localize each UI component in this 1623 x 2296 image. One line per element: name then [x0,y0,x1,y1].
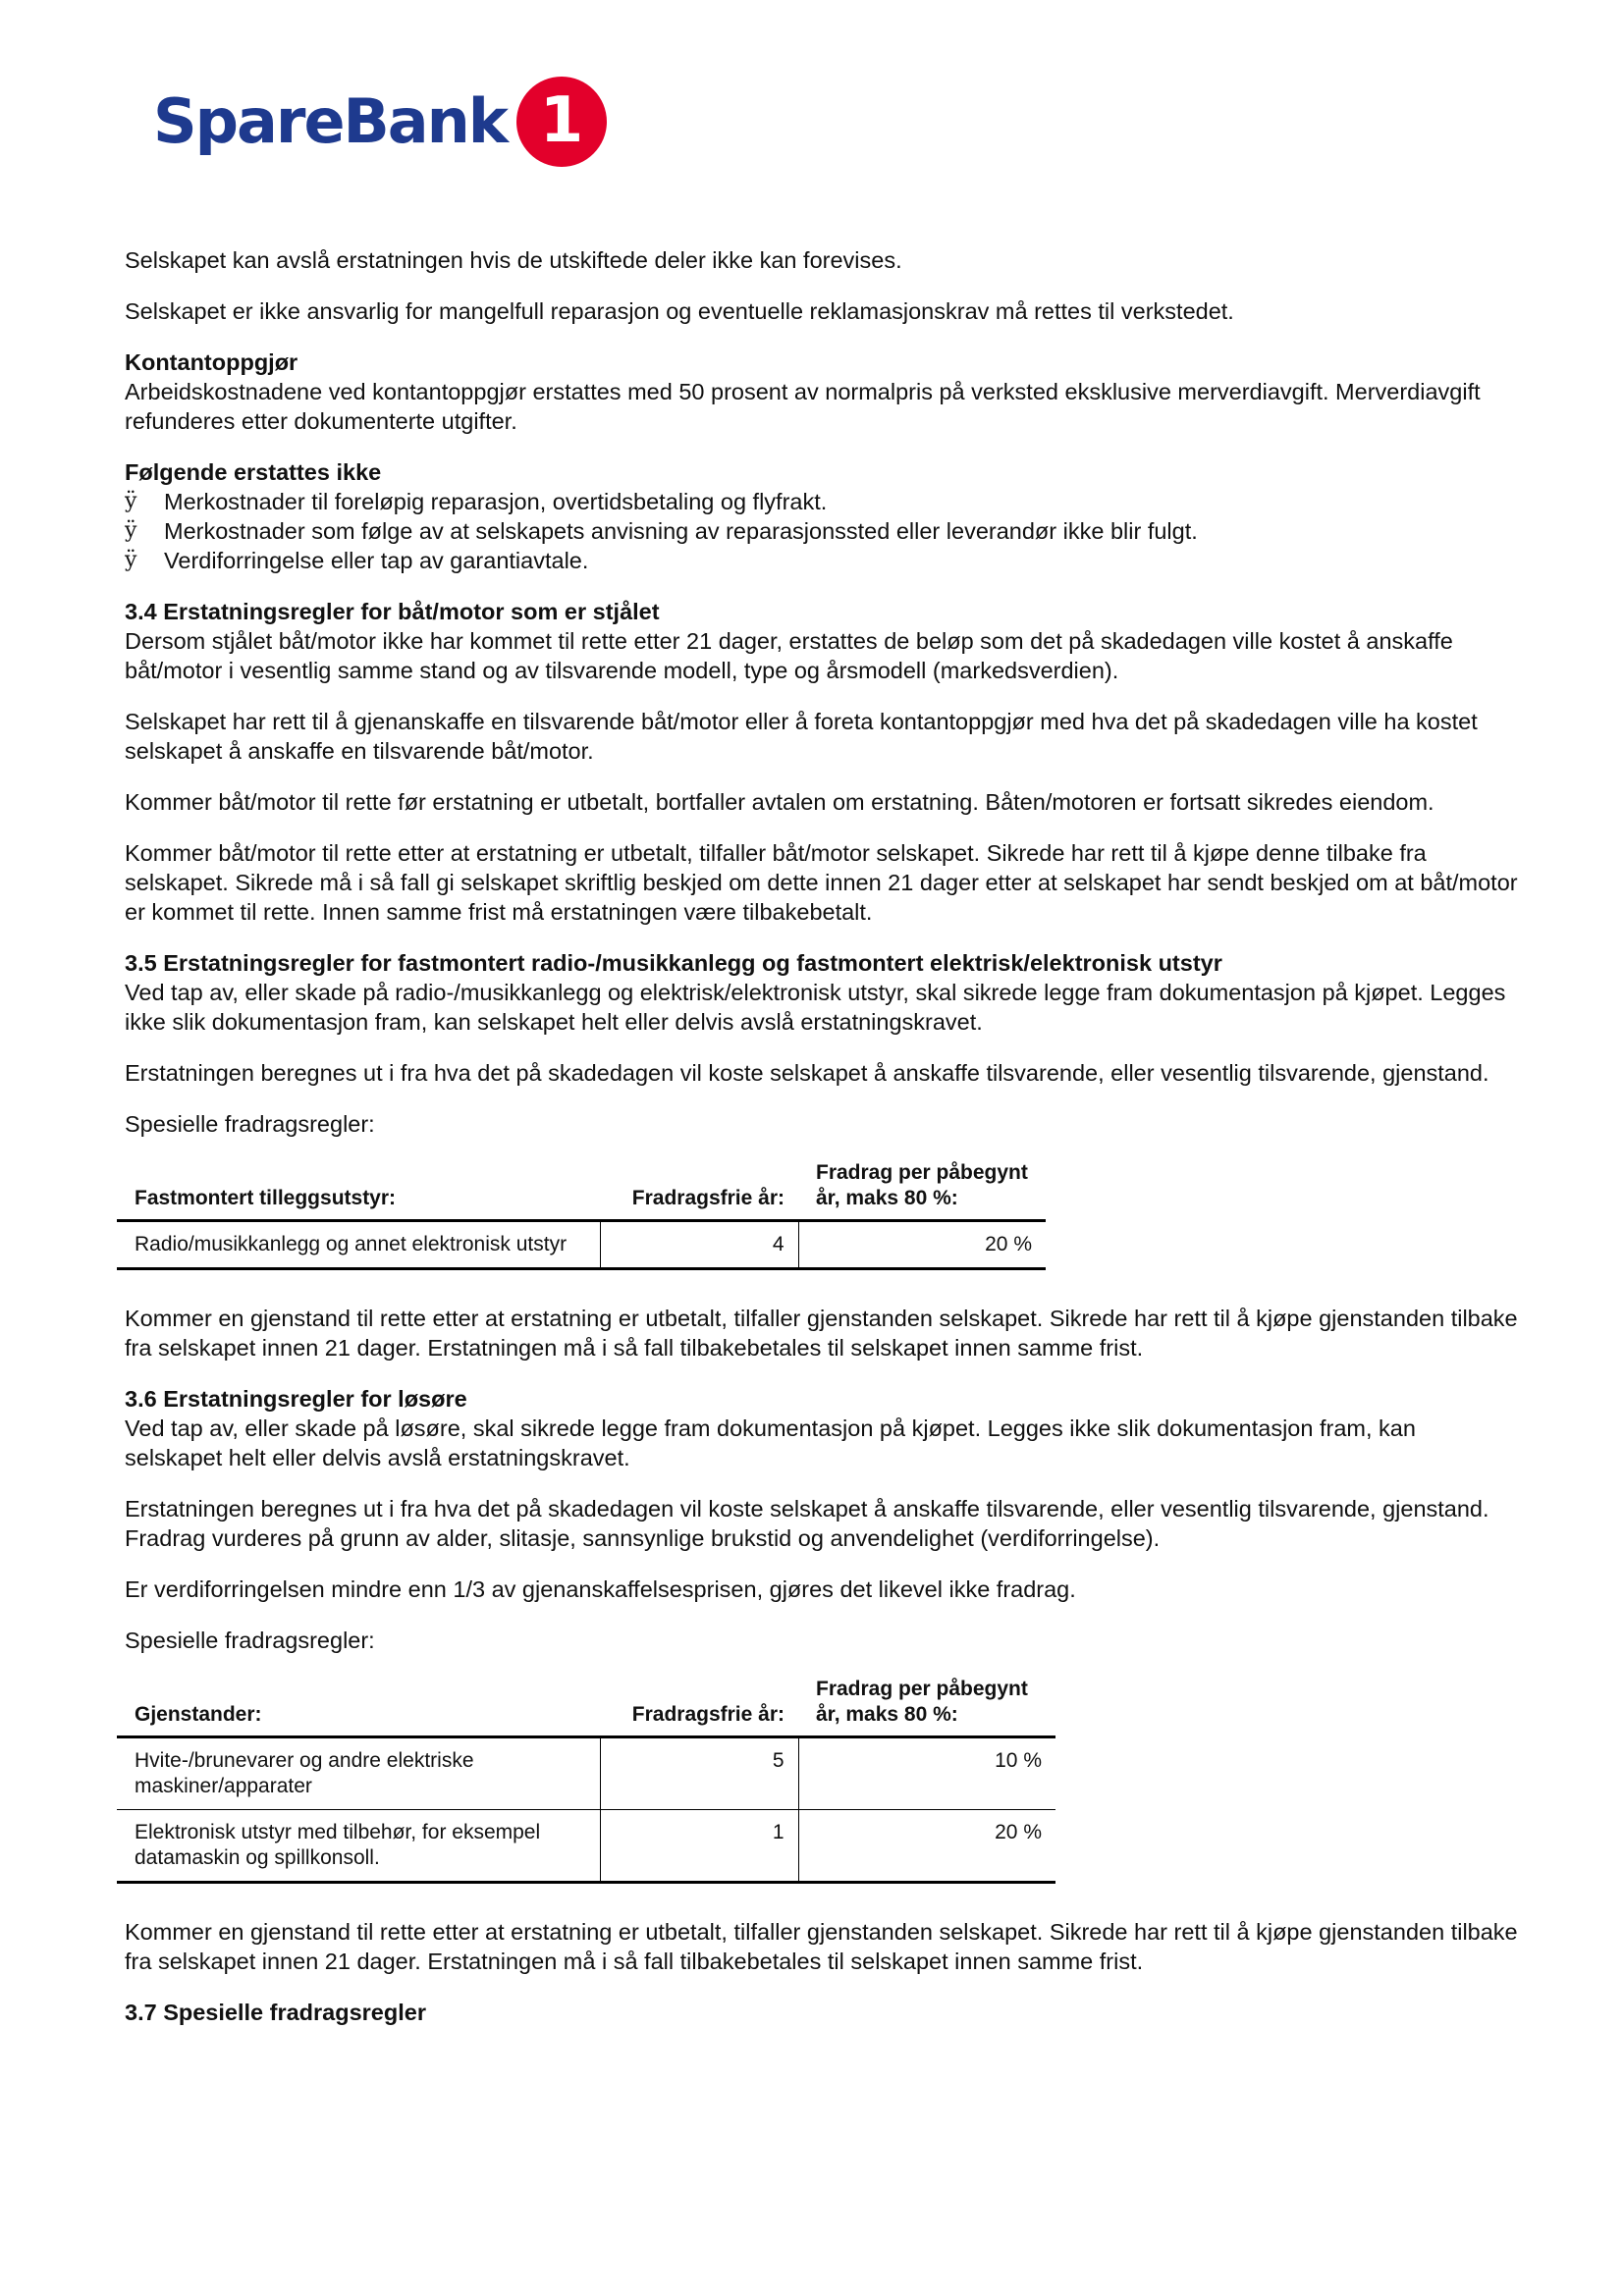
section-excluded [125,457,1519,575]
table-row [117,1737,1055,1810]
section-3-6-paragraph: Erstatningen beregnes ut i fra hva det på skadedagen vil koste selskapet å anskaffe tilsvarende, eller vesentlig tilsvarende, gjenstand. Fradrag vurderes på grunn av alder, slitasje, sannsynlige brukstid og anvendelighet (verdiforringelse). [125,1496,1489,1551]
list-item [125,546,1519,575]
section-3-4 [125,597,1519,927]
bullet-icon: ÿ [125,548,137,572]
section-3-5-heading: 3.5 Erstatningsregler for fastmontert radio-/musikkanlegg og fastmontert elektrisk/elektronisk utstyr [125,950,1222,976]
section-3-4-heading: 3.4 Erstatningsregler for båt/motor som er stjålet [125,599,660,624]
table-header-row [117,1673,1055,1737]
kontantoppgjor-heading: Kontantoppgjør [125,349,298,375]
section-3-4-paragraph: Selskapet har rett til å gjenanskaffe en tilsvarende båt/motor eller å foreta kontantoppgjør med hva det på skadedagen ville ha kostet selskapet å anskaffe en tilsvarende båt/motor. [125,709,1478,764]
document-body [125,245,1519,2027]
table-header: Fastmontert tilleggsutstyr: [117,1156,600,1221]
table-cell: 4 [600,1221,798,1269]
table-cell: 20 % [798,1810,1055,1883]
intro-paragraph-1: Selskapet kan avslå erstatningen hvis de utskiftede deler ikke kan forevises. [125,247,902,273]
section-3-5 [125,948,1519,1362]
table-cell: 10 % [798,1737,1055,1810]
sparebank1-logo [153,75,607,169]
table-cell: 1 [600,1810,798,1883]
section-3-5-paragraph: Ved tap av, eller skade på radio-/musikkanlegg og elektrisk/elektronisk utstyr, skal sikrede legge fram dokumentasjon på kjøpet. Legges ikke slik dokumentasjon fram, kan selskapet helt eller delvis avslå erstatningskravet. [125,980,1506,1035]
section-3-5-paragraph: Spesielle fradragsregler: [125,1111,375,1137]
section-3-6-paragraph: Spesielle fradragsregler: [125,1628,375,1653]
bullet-icon: ÿ [125,518,137,543]
section-3-6-paragraph: Er verdiforringelsen mindre enn 1/3 av gjenanskaffelsesprisen, gjøres det likevel ikke fradrag. [125,1576,1076,1602]
deduction-table-fastmontert [117,1156,1046,1270]
intro-paragraph-2: Selskapet er ikke ansvarlig for mangelfull reparasjon og eventuelle reklamasjonskrav må rettes til verkstedet. [125,298,1234,324]
section-3-7 [125,1998,1519,2027]
section-3-6-heading: 3.6 Erstatningsregler for løsøre [125,1386,467,1412]
logo-wordmark: SpareBank [153,85,507,157]
list-item [125,487,1519,516]
bullet-icon: ÿ [125,489,137,513]
section-3-6-paragraph: Ved tap av, eller skade på løsøre, skal sikrede legge fram dokumentasjon på kjøpet. Legges ikke slik dokumentasjon fram, kan selskapet helt eller delvis avslå erstatningskravet. [125,1415,1416,1470]
section-3-6-after-table: Kommer en gjenstand til rette etter at erstatning er utbetalt, tilfaller gjenstanden selskapet. Sikrede har rett til å kjøpe gjenstanden tilbake fra selskapet innen 21 dager. Erstatningen må i så fall tilbakebetales til selskapet innen samme frist. [125,1919,1518,1974]
table-row [117,1221,1046,1269]
section-3-4-paragraph: Kommer båt/motor til rette etter at erstatning er utbetalt, tilfaller båt/motor selskapet. Sikrede har rett til å kjøpe denne tilbake fra selskapet. Sikrede må i så fall gi selskapet skriftlig beskjed om dette innen 21 dager etter at selskapet har sendt beskjed om at båt/motor er kommet til rette. Innen samme frist må erstatningen være tilbakebetalt. [125,840,1518,925]
table-header: Fradrag per påbegynt år, maks 80 %: [798,1673,1055,1737]
section-3-6 [125,1384,1519,1976]
section-kontantoppgjor [125,347,1519,436]
table-cell: 5 [600,1737,798,1810]
logo-badge-icon [516,77,607,167]
table-header-row [117,1156,1046,1221]
list-item [125,516,1519,546]
table-cell: 20 % [798,1221,1046,1269]
section-3-4-paragraph: Kommer båt/motor til rette før erstatning er utbetalt, bortfaller avtalen om erstatning. Båten/motoren er fortsatt sikredes eiendom. [125,789,1434,815]
table-row [117,1810,1055,1883]
list-item-text: Merkostnader til foreløpig reparasjon, overtidsbetaling og flyfrakt. [164,489,828,514]
excluded-heading: Følgende erstattes ikke [125,459,382,485]
section-3-5-after-table: Kommer en gjenstand til rette etter at erstatning er utbetalt, tilfaller gjenstanden selskapet. Sikrede har rett til å kjøpe gjenstanden tilbake fra selskapet innen 21 dager. Erstatningen må i så fall tilbakebetales til selskapet innen samme frist. [125,1306,1518,1361]
section-3-5-paragraph: Erstatningen beregnes ut i fra hva det på skadedagen vil koste selskapet å anskaffe tilsvarende, eller vesentlig tilsvarende, gjenstand. [125,1060,1489,1086]
section-3-4-paragraph: Dersom stjålet båt/motor ikke har kommet til rette etter 21 dager, erstattes de beløp som det på skadedagen ville kostet å anskaffe båt/motor i vesentlig samme stand og av tilsvarende modell, type og årsmodell (markedsverdien). [125,628,1453,683]
list-item-text: Verdiforringelse eller tap av garantiavtale. [164,548,589,573]
list-item-text: Merkostnader som følge av at selskapets anvisning av reparasjonssted eller leverandør ikke blir fulgt. [164,518,1198,544]
table-header: Fradrag per påbegynt år, maks 80 %: [798,1156,1046,1221]
table-header: Gjenstander: [117,1673,600,1737]
logo-badge-number: 1 [539,84,584,157]
table-header: Fradragsfrie år: [600,1673,798,1737]
section-3-7-heading: 3.7 Spesielle fradragsregler [125,2000,426,2025]
deduction-table-losore [117,1673,1055,1884]
table-cell: Hvite-/brunevarer og andre elektriske maskiner/apparater [117,1737,600,1810]
table-cell: Radio/musikkanlegg og annet elektronisk utstyr [117,1221,600,1269]
table-header: Fradragsfrie år: [600,1156,798,1221]
kontantoppgjor-text: Arbeidskostnadene ved kontantoppgjør erstattes med 50 prosent av normalpris på verksted eksklusive merverdiavgift. Merverdiavgift refunderes etter dokumenterte utgifter. [125,379,1481,434]
excluded-list [125,487,1519,575]
table-cell: Elektronisk utstyr med tilbehør, for eksempel datamaskin og spillkonsoll. [117,1810,600,1883]
